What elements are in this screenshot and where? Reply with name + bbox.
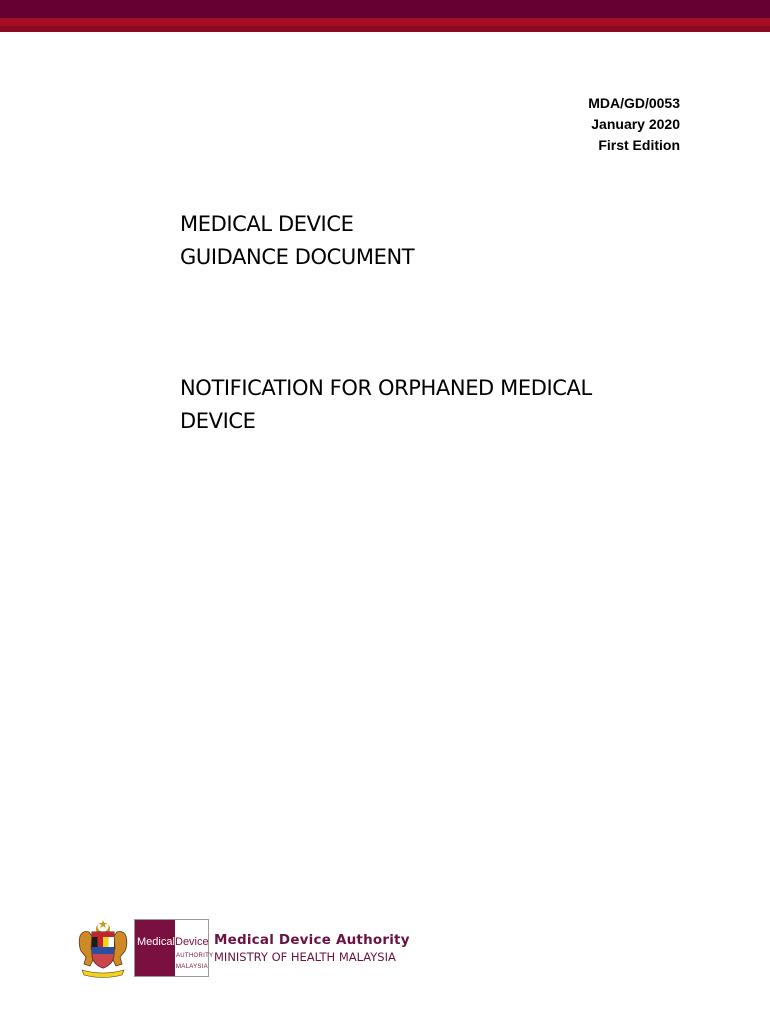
document-type	[180, 208, 414, 274]
mda-logo-word-authority: AUTHORITY	[176, 953, 214, 959]
mda-logo-word-malaysia: MALAYSIA	[176, 964, 208, 970]
document-title	[180, 372, 650, 438]
mda-logo	[134, 919, 214, 977]
agency-name: Medical Device Authority	[214, 932, 410, 948]
document-reference: MDA/GD/0053	[588, 95, 680, 111]
document-edition: First Edition	[598, 137, 680, 153]
document-title-line-1: NOTIFICATION FOR ORPHANED MEDICAL	[180, 376, 592, 400]
mda-logo-panel	[135, 920, 175, 976]
mda-logo-word-medical: Medical	[137, 936, 175, 948]
header-band	[0, 0, 770, 18]
document-date: January 2020	[591, 116, 680, 132]
ministry-name: MINISTRY OF HEALTH MALAYSIA	[214, 950, 396, 964]
document-title-line-2: DEVICE	[180, 409, 256, 433]
header-accent-band	[0, 18, 770, 32]
document-type-line-2: GUIDANCE DOCUMENT	[180, 245, 415, 269]
document-type-line-1: MEDICAL DEVICE	[180, 212, 354, 236]
mda-logo-word-device: Device	[175, 936, 209, 948]
malaysia-coat-of-arms-icon	[74, 918, 132, 980]
footer-logos	[74, 918, 414, 982]
document-meta	[588, 93, 680, 156]
